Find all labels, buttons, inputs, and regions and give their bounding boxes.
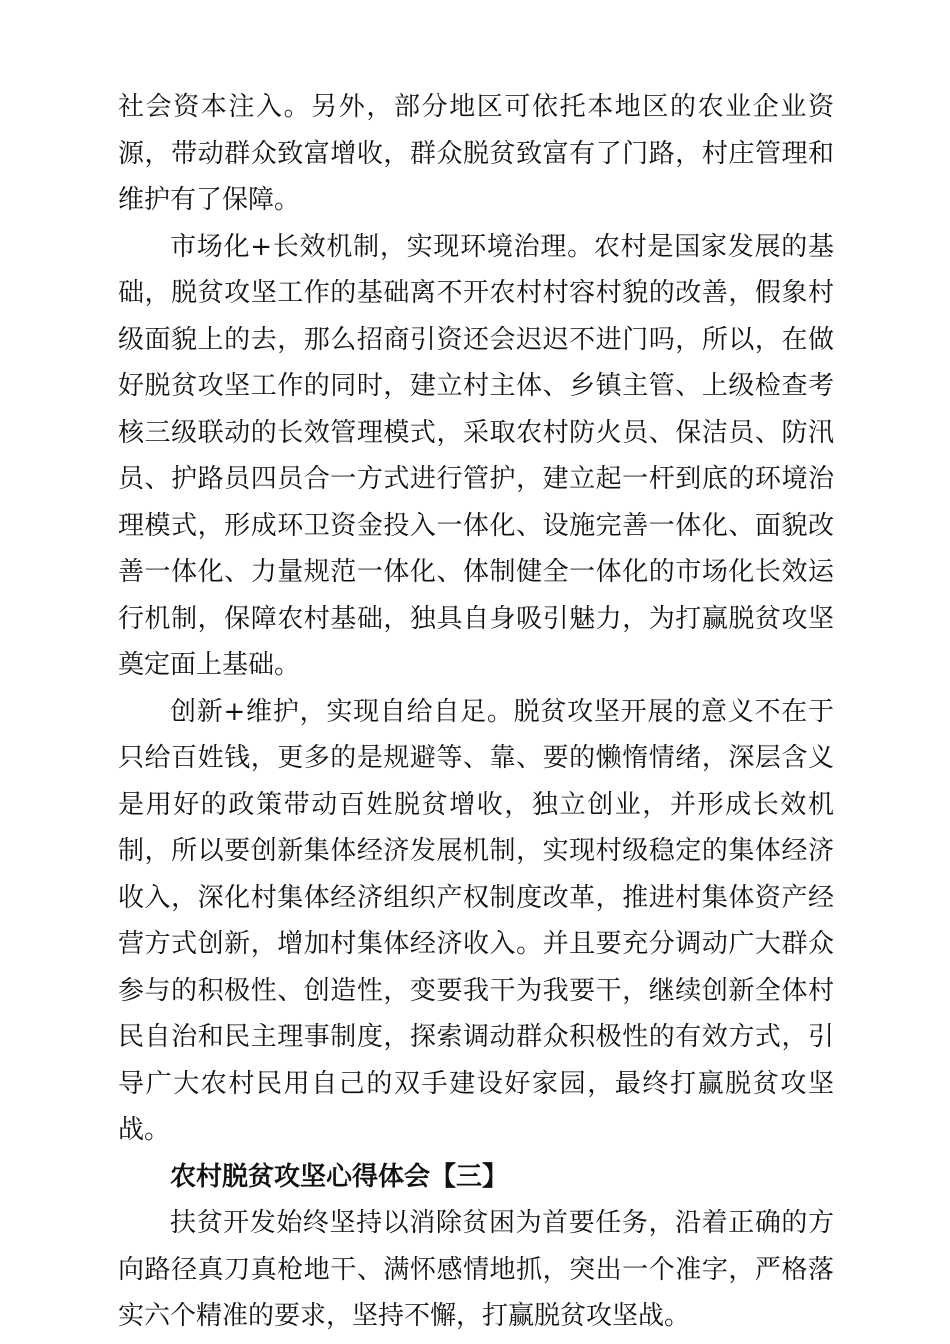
- paragraph-environment-governance: 市场化+长效机制，实现环境治理。农村是国家发展的基础，脱贫攻坚工作的基础离不开农村村容村貌的改善，假象村级面貌上的去，那么招商引资还会迟迟不进门吗，所以，在做好脱贫攻坚工作的同时，建立村主体、乡镇主管、上级检查考核三级联动的长效管理模式，采取农村防火员、保洁员、防汛员、护路员四员合一方式进行管护，建立起一杆到底的环境治理模式，形成环卫资金投入一体化、设施完善一体化、面貌改善一体化、力量规范一体化、体制健全一体化的市场化长效运行机制，保障农村基础，独具自身吸引魅力，为打赢脱贫攻坚奠定面上基础。: [118, 231, 834, 680]
- document-body: [118, 84, 834, 1340]
- paragraph-poverty-alleviation: 扶贫开发始终坚持以消除贫困为首要任务，沿着正确的方向路径真刀真枪地干、满怀感情地抓，突出一个准字，严格落实六个精准的要求，坚持不懈，打赢脱贫攻坚战。: [118, 1208, 834, 1331]
- section-heading: 农村脱贫攻坚心得体会【三】: [170, 1161, 509, 1192]
- paragraph-continuation: 社会资本注入。另外，部分地区可依托本地区的农业企业资源，带动群众致富增收，群众脱贫致富有了门路，村庄管理和维护有了保障。: [118, 92, 834, 215]
- paragraph-innovation-maintenance: 创新+维护，实现自给自足。脱贫攻坚开展的意义不在于只给百姓钱，更多的是规避等、靠、要的懒惰情绪，深层含义是用好的政策带动百姓脱贫增收，独立创业，并形成长效机制，所以要创新集体经济发展机制，实现村级稳定的集体经济收入，深化村集体经济组织产权制度改革，推进村集体资产经营方式创新，增加村集体经济收入。并且要充分调动广大群众参与的积极性、创造性，变要我干为我要干，继续创新全体村民自治和民主理事制度，探索调动群众积极性的有效方式，引导广大农村民用自己的双手建设好家园，最终打赢脱贫攻坚战。: [118, 696, 834, 1145]
